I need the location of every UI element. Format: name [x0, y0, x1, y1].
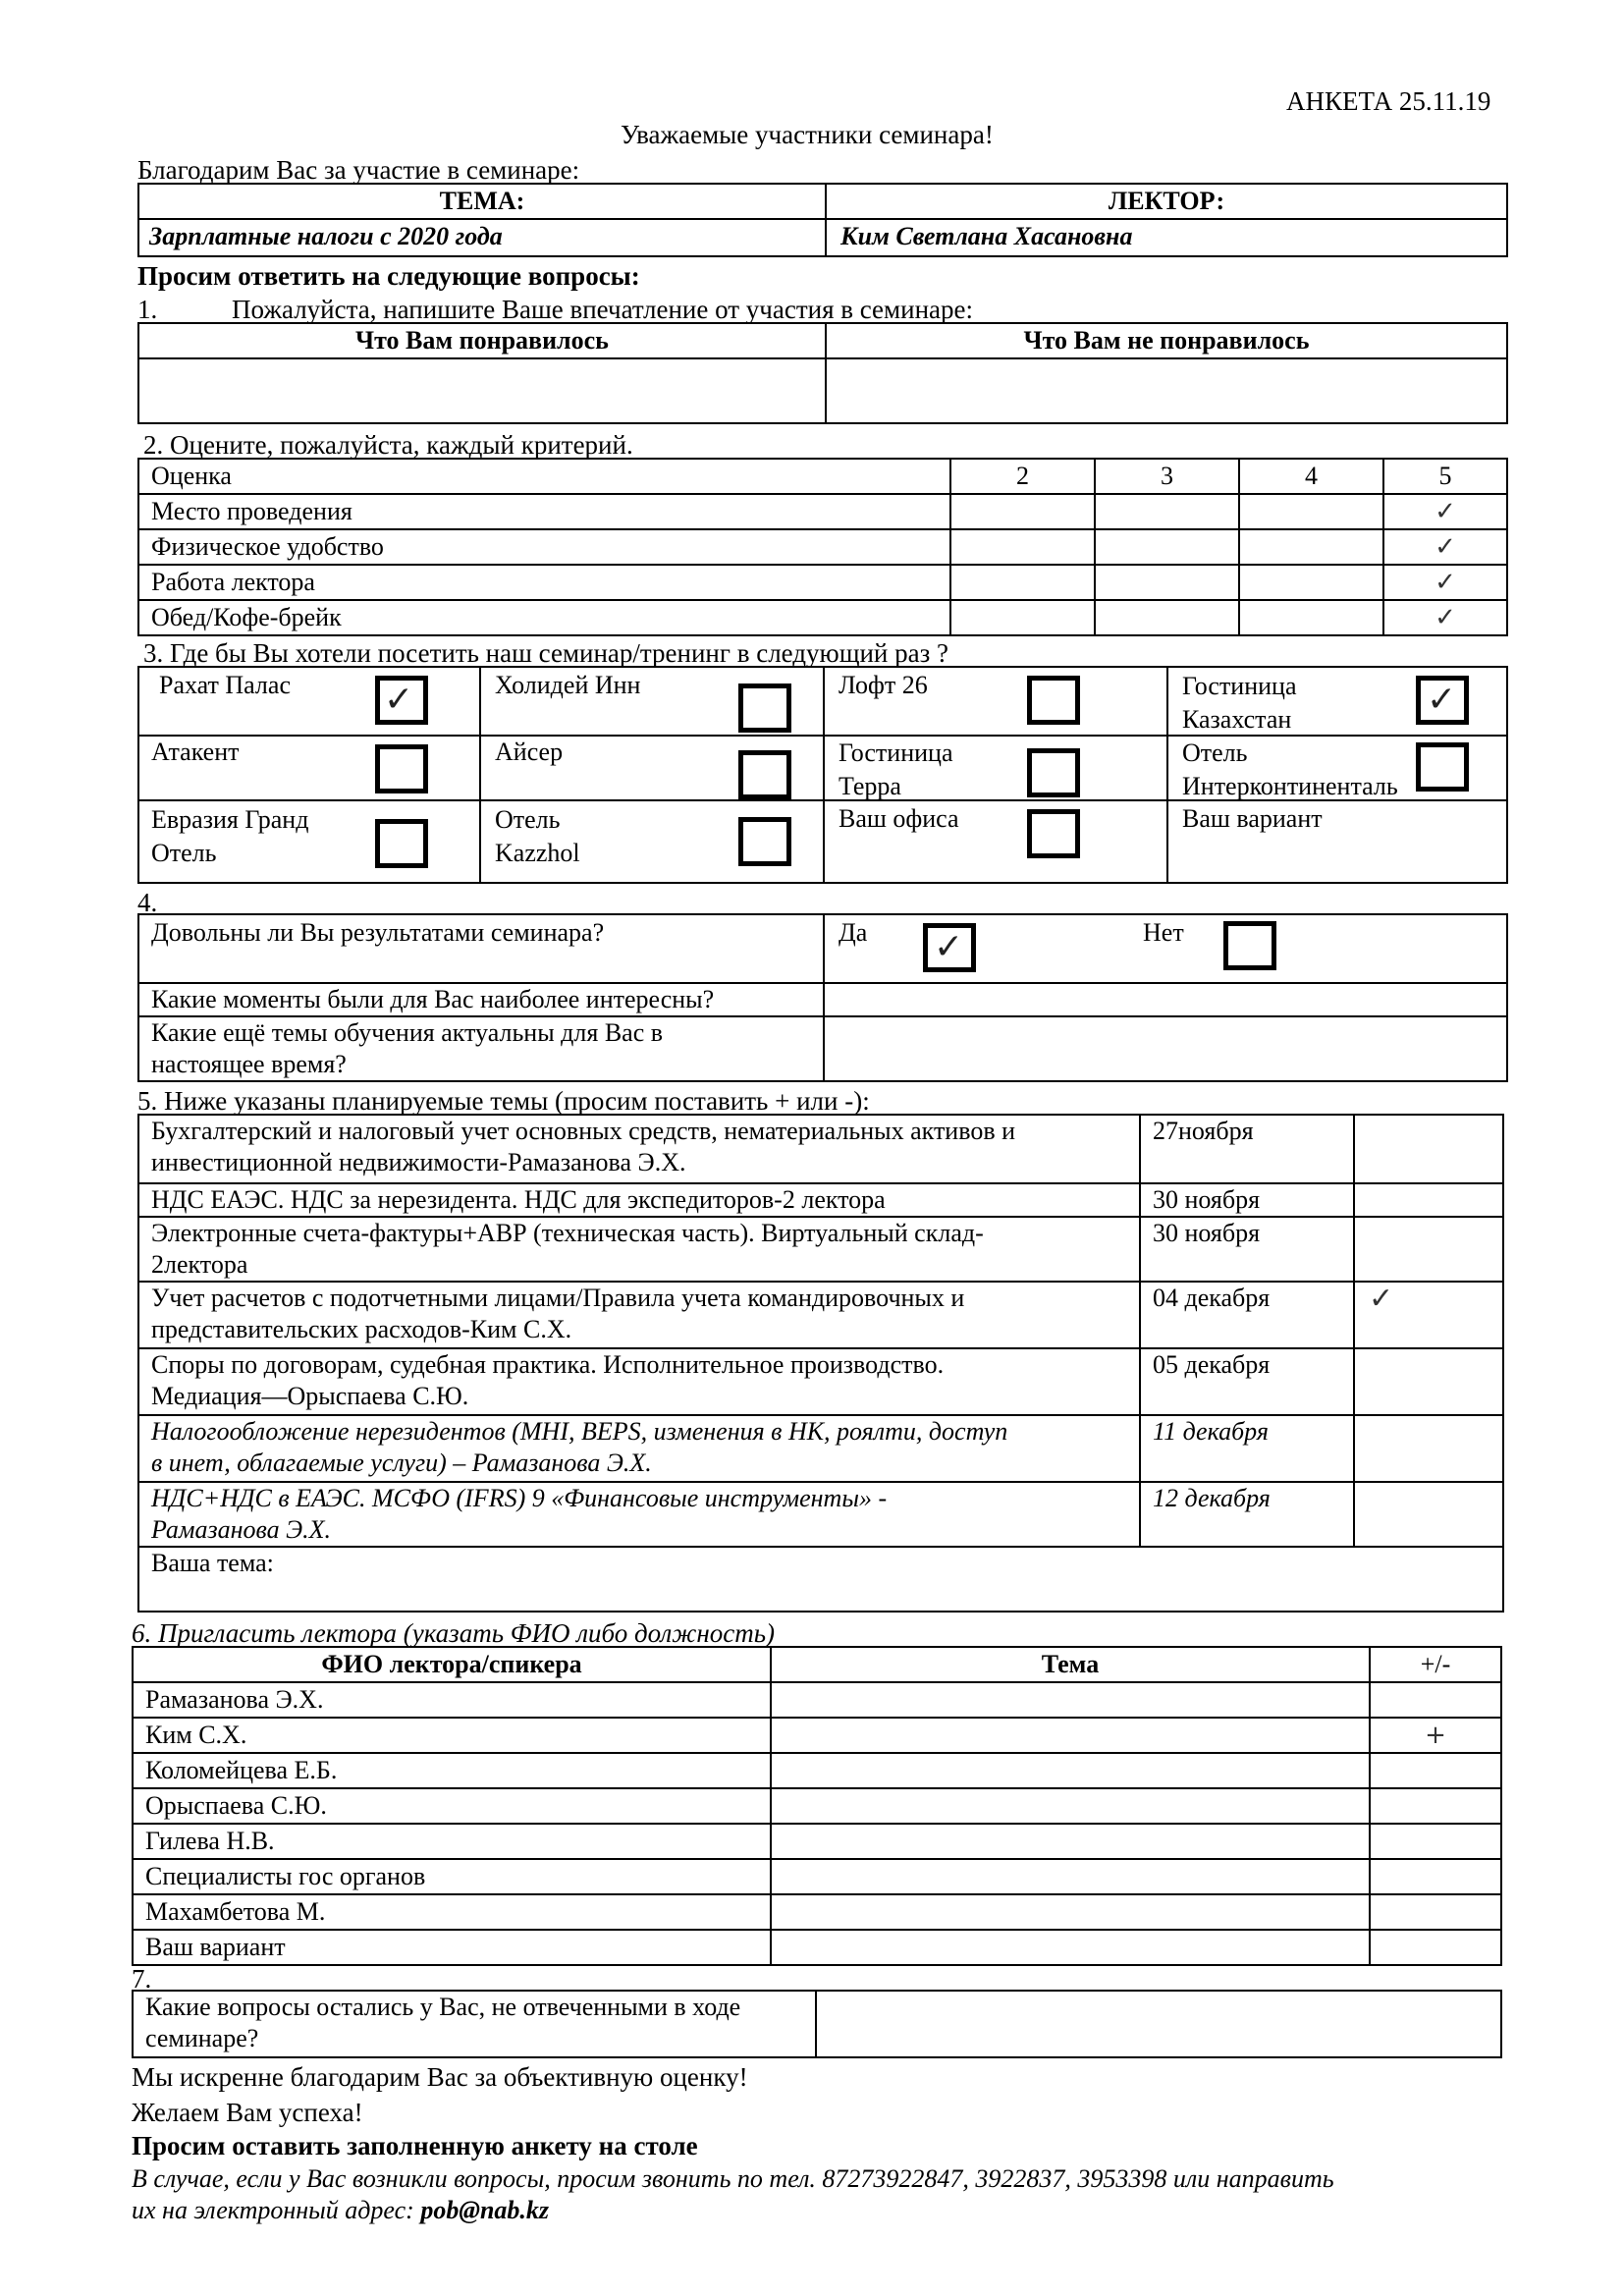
planned-topic: Налогообложение нерезидентов (MHI, BEPS, изменения в НК, роялти, доступ в инет, облагаемые услуги) – Рамазанова Э.Х.	[138, 1415, 1140, 1482]
topic-date: 27ноября	[1140, 1115, 1354, 1183]
q1-text: Пожалуйста, напишите Ваше впечатление от участия в семинаре:	[232, 295, 973, 324]
footer-contact: В случае, если у Вас возникли вопросы, просим звонить по тел. 87273922847, 3922837, 3953398 или направить	[132, 2164, 1334, 2193]
footer-email-line: их на электронный адрес: pob@nab.kz	[132, 2196, 550, 2224]
venue-option: Отель Kazzhol	[495, 805, 580, 867]
venue-checkbox[interactable]	[1027, 676, 1080, 725]
no-label: Нет	[1143, 918, 1184, 947]
lecturer-mark-cell[interactable]	[1370, 1824, 1501, 1859]
interesting-question: Какие моменты были для Вас наиболее интересны?	[151, 985, 715, 1013]
check-icon: ✓	[934, 927, 964, 967]
planned-topic: НДС+НДС в ЕАЭС. МСФО (IFRS) 9 «Финансовые инструменты» - Рамазанова Э.Х.	[138, 1482, 1140, 1547]
lecturer-topic-cell[interactable]	[771, 1682, 1370, 1718]
q2-rating-table	[137, 458, 1508, 636]
score-cell[interactable]	[950, 600, 1095, 635]
venue-option: Айсер	[495, 738, 564, 766]
score-cell[interactable]	[1095, 565, 1239, 600]
score-cell[interactable]	[1095, 600, 1239, 635]
lecturer-name: Орыспаева С.Ю.	[133, 1788, 771, 1824]
topic-date: 30 ноября	[1140, 1217, 1354, 1282]
topic-date: 05 декабря	[1140, 1348, 1354, 1415]
score-header: 5	[1383, 459, 1507, 494]
lecturer-topic-cell[interactable]	[771, 1824, 1370, 1859]
venue-option: Евразия Гранд Отель	[151, 805, 309, 867]
remaining-questions: Какие вопросы остались у Вас, не отвеченными в ходе семинаре?	[133, 1991, 816, 2057]
venue-option: Рахат Палас	[159, 671, 291, 699]
score-cell-checked[interactable]	[1383, 600, 1507, 635]
topic-header: ТЕМА:	[138, 184, 826, 219]
rating-header: Оценка	[138, 459, 950, 494]
criterion-label: Обед/Кофе-брейк	[138, 600, 950, 635]
check-icon: ✓	[1369, 1282, 1394, 1316]
q5-text: 5. Ниже указаны планируемые темы (просим поставить + или -):	[137, 1086, 870, 1116]
lecturer-name: Махамбетова М.	[133, 1894, 771, 1930]
criterion-label: Физическое удобство	[138, 529, 950, 565]
form-id: АНКЕТА 25.11.19	[1286, 86, 1491, 116]
q3-text: 3. Где бы Вы хотели посетить наш семинар/тренинг в следующий раз ?	[143, 638, 949, 668]
lecturer-name: Гилева Н.В.	[133, 1824, 771, 1859]
thanks-line: Благодарим Вас за участие в семинаре:	[137, 155, 580, 185]
lecturer-topic-cell[interactable]	[771, 1894, 1370, 1930]
score-cell[interactable]	[1095, 494, 1239, 529]
lecturer-name: Специалисты гос органов	[133, 1859, 771, 1894]
col-mark-header: +/-	[1370, 1647, 1501, 1682]
venue-grid	[137, 666, 1508, 884]
topic-mark-cell[interactable]	[1354, 1183, 1503, 1217]
venue-option: Ваш офиса	[839, 804, 959, 833]
planned-topics-table	[137, 1114, 1504, 1613]
check-icon: ✓	[1427, 680, 1457, 720]
col-topic-header: Тема	[771, 1647, 1370, 1682]
score-cell-checked[interactable]	[1383, 529, 1507, 565]
venue-checkbox[interactable]	[375, 819, 428, 868]
venue-checkbox[interactable]	[1027, 809, 1080, 858]
check-icon: ✓	[1435, 497, 1456, 526]
venue-checkbox[interactable]	[738, 817, 791, 866]
planned-topic: Учет расчетов с подотчетными лицами/Правила учета командировочных и представительских расходов-Ким С.Х.	[138, 1282, 1140, 1348]
check-icon: ✓	[1435, 603, 1456, 632]
topic-value: Зарплатные налоги с 2020 года	[138, 219, 826, 256]
planned-topic: Бухгалтерский и налоговый учет основных средств, нематериальных активов и инвестиционной недвижимости-Рамазанова Э.Х.	[138, 1115, 1140, 1183]
score-cell-checked[interactable]	[1383, 494, 1507, 529]
lecturer-topic-cell[interactable]	[771, 1859, 1370, 1894]
lecturer-mark-cell[interactable]	[1370, 1682, 1501, 1718]
lecturer-topic-cell[interactable]	[771, 1788, 1370, 1824]
topic-date: 12 декабря	[1140, 1482, 1354, 1547]
disliked-header: Что Вам не понравилось	[826, 323, 1507, 358]
remaining-questions-answer[interactable]	[816, 1991, 1501, 2057]
topic-date: 04 декабря	[1140, 1282, 1354, 1348]
q4-table	[137, 913, 1508, 1082]
venue-checkbox-checked[interactable]	[1416, 676, 1469, 725]
score-header: 4	[1239, 459, 1383, 494]
topic-date: 30 ноября	[1140, 1183, 1354, 1217]
score-cell[interactable]	[1095, 529, 1239, 565]
your-topic[interactable]: Ваша тема:	[138, 1547, 1503, 1612]
topic-mark-cell[interactable]	[1354, 1217, 1503, 1282]
lecturer-topic-cell[interactable]	[771, 1930, 1370, 1965]
topics-question: Какие ещё темы обучения актуальны для Вас в настоящее время?	[151, 1018, 664, 1078]
venue-option: Холидей Инн	[495, 671, 641, 699]
footer-wish: Желаем Вам успеха!	[132, 2098, 363, 2127]
liked-header: Что Вам понравилось	[138, 323, 826, 358]
lecturer-mark-cell[interactable]	[1370, 1859, 1501, 1894]
check-icon: ✓	[384, 680, 414, 720]
q7-table	[132, 1990, 1502, 2058]
venue-checkbox-checked[interactable]	[375, 676, 428, 725]
venue-option: Гостиница Казахстан	[1182, 672, 1297, 734]
email-link[interactable]: pob@nab.kz	[420, 2196, 550, 2224]
col-name-header: ФИО лектора/спикера	[133, 1647, 771, 1682]
venue-option: Ваш вариант	[1182, 804, 1323, 833]
lecturer-mark-cell[interactable]	[1370, 1894, 1501, 1930]
disliked-answer[interactable]	[826, 358, 1507, 423]
venue-option: Гостиница Терра	[839, 738, 953, 800]
venue-checkbox[interactable]	[1416, 742, 1469, 792]
lecturer-mark-cell[interactable]	[1370, 1753, 1501, 1788]
topic-date: 11 декабря	[1140, 1415, 1354, 1482]
venue-option: Атакент	[151, 738, 240, 766]
lecturer-topic-cell[interactable]	[771, 1753, 1370, 1788]
invite-lecturer-table	[132, 1646, 1502, 1966]
q1-number: 1.	[137, 295, 158, 324]
topic-mark-cell[interactable]	[1354, 1282, 1503, 1348]
venue-checkbox[interactable]	[375, 744, 428, 793]
planned-topic: НДС ЕАЭС. НДС за нерезидента. НДС для экспедиторов-2 лектора	[138, 1183, 1140, 1217]
criterion-label: Место проведения	[138, 494, 950, 529]
intro: Просим ответить на следующие вопросы:	[137, 261, 640, 291]
score-cell[interactable]	[1239, 565, 1383, 600]
no-checkbox[interactable]	[1223, 921, 1276, 970]
lecturer-header: ЛЕКТОР:	[826, 184, 1507, 219]
q7-number: 7.	[132, 1964, 152, 1994]
lecturer-name: Ваш вариант	[133, 1930, 771, 1965]
check-icon: ✓	[1435, 568, 1456, 597]
venue-option: Отель Интерконтиненталь	[1182, 738, 1398, 800]
venue-checkbox[interactable]	[1027, 748, 1080, 797]
venue-checkbox[interactable]	[738, 683, 791, 733]
score-cell[interactable]	[1239, 529, 1383, 565]
q1-table	[137, 322, 1508, 424]
yes-checkbox-checked[interactable]	[923, 923, 976, 972]
satisfied-question: Довольны ли Вы результатами семинара?	[151, 918, 605, 947]
score-cell[interactable]	[1239, 494, 1383, 529]
lecturer-name: Рамазанова Э.Х.	[133, 1682, 771, 1718]
lecturer-name: Коломейцева Е.Б.	[133, 1753, 771, 1788]
lecturer-name: Ким С.Х.	[133, 1718, 771, 1753]
footer-leave: Просим оставить заполненную анкету на столе	[132, 2131, 698, 2160]
topic-mark-cell[interactable]	[1354, 1115, 1503, 1183]
footer-thanks: Мы искренне благодарим Вас за объективную оценку!	[132, 2062, 748, 2092]
score-cell-checked[interactable]	[1383, 565, 1507, 600]
venue-checkbox[interactable]	[738, 750, 791, 799]
topic-table	[137, 183, 1508, 257]
check-icon: ✓	[1435, 532, 1456, 562]
lecturer-value: Ким Светлана Хасановна	[826, 219, 1507, 256]
planned-topic: Электронные счета-фактуры+АВР (техническая часть). Виртуальный склад- 2лектора	[138, 1217, 1140, 1282]
topic-mark-cell[interactable]	[1354, 1415, 1503, 1482]
lecturer-topic-cell[interactable]	[771, 1718, 1370, 1753]
score-header: 3	[1095, 459, 1239, 494]
venue-option: Лофт 26	[839, 671, 928, 699]
score-header: 2	[950, 459, 1095, 494]
lecturer-mark-cell[interactable]: +	[1370, 1718, 1501, 1753]
q6-text: 6. Пригласить лектора (указать ФИО либо должность)	[132, 1618, 775, 1648]
topic-mark-cell[interactable]	[1354, 1482, 1503, 1547]
score-cell[interactable]	[1239, 600, 1383, 635]
topic-mark-cell[interactable]	[1354, 1348, 1503, 1415]
score-cell[interactable]	[950, 494, 1095, 529]
score-cell[interactable]	[950, 565, 1095, 600]
lecturer-mark-cell[interactable]	[1370, 1930, 1501, 1965]
q2-text: 2. Оцените, пожалуйста, каждый критерий.	[143, 430, 633, 460]
lecturer-mark-cell[interactable]	[1370, 1788, 1501, 1824]
greeting: Уважаемые участники семинара!	[621, 120, 994, 149]
liked-answer[interactable]	[138, 358, 826, 423]
planned-topic: Споры по договорам, судебная практика. Исполнительное производство. Медиация—Орыспаева С.Ю.	[138, 1348, 1140, 1415]
yes-label: Да	[839, 918, 868, 947]
score-cell[interactable]	[950, 529, 1095, 565]
q4-number: 4.	[137, 888, 158, 917]
criterion-label: Работа лектора	[138, 565, 950, 600]
